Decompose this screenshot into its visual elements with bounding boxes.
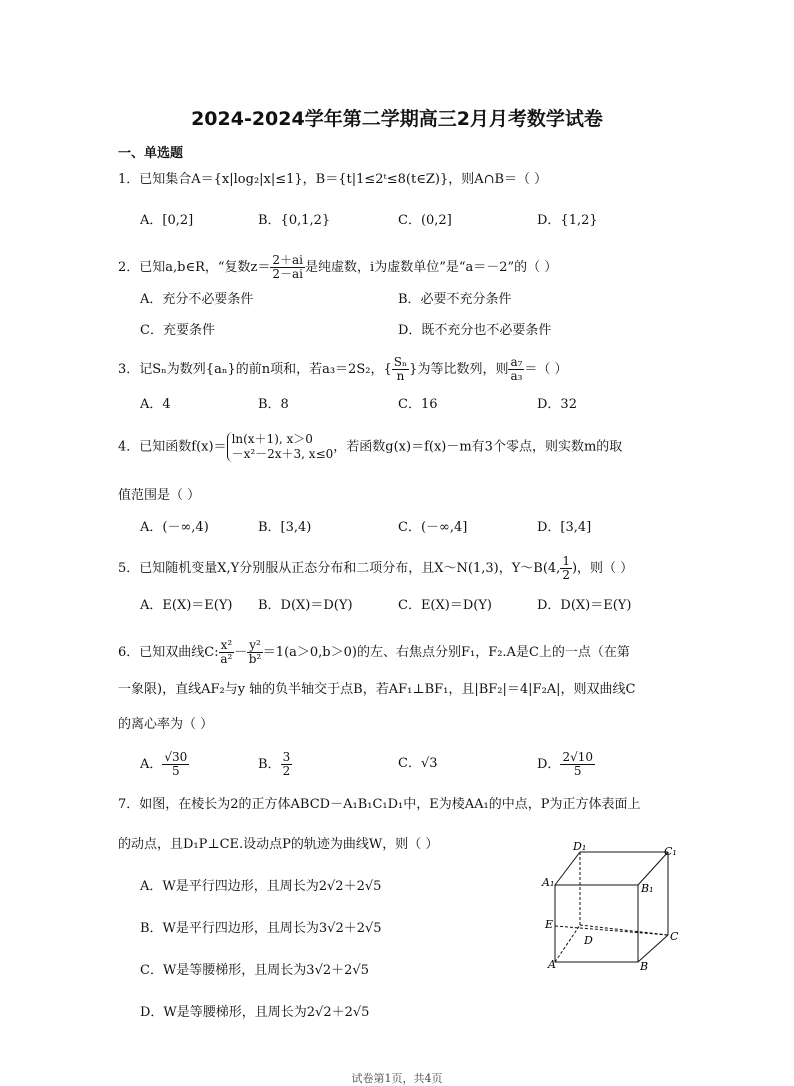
q6-option-b-frac — [281, 751, 293, 778]
q6-option-d-frac — [560, 751, 595, 778]
q6-stem-b: ＝1(a＞0,b＞0)的左、右焦点分别F₁，F₂.A是C上的一点（在第 — [262, 645, 630, 660]
label-b1: B₁ — [641, 882, 654, 895]
edge-bc — [638, 935, 668, 962]
q6-option-c-value: √3 — [420, 756, 438, 771]
q5-option-d: D．D(X)＝E(Y) — [537, 598, 632, 613]
q6-optd-den: 5 — [573, 764, 582, 778]
q4-stem-cont: 值范围是（ ） — [118, 488, 201, 503]
front-face — [555, 885, 638, 962]
q4-option-c: C．(－∞,4] — [398, 520, 468, 535]
q3-fraction — [392, 356, 409, 383]
q4-option-b: B．[3,4) — [258, 520, 312, 535]
q3-fraction-2 — [508, 356, 524, 383]
q6-option-c-prefix: C． — [398, 756, 421, 771]
q1-stem: 1．已知集合A＝{x|log₂|x|≤1}，B＝{t|1≤2ᵗ≤8(t∈Z)}，则A∩B＝（ ） — [118, 172, 548, 187]
q4-piece-1: ln(x＋1), x＞0 — [231, 432, 313, 446]
q6-f1-den: a² — [220, 652, 233, 666]
q2-stem-a: 2．已知a,b∈R，“复数z＝ — [118, 260, 271, 275]
section-heading: 一、单选题 — [118, 146, 184, 161]
segment-ec — [555, 926, 668, 935]
q3-option-c: C．16 — [398, 397, 438, 412]
q3-frac2-num: a₇ — [510, 355, 523, 369]
page-footer: 试卷第1页，共4页 — [351, 1072, 443, 1085]
q3-brace-right: } — [409, 362, 418, 377]
q7-stem: 7．如图，在棱长为2的正方体ABCD－A₁B₁C₁D₁中，E为棱AA₁的中点，P为正方体表面上 — [118, 797, 641, 812]
q6-option-d — [537, 751, 595, 778]
q6-opta-den: 5 — [172, 764, 180, 778]
q6-optd-num: 2√10 — [562, 750, 593, 764]
q1-option-b: B．{0,1,2} — [258, 213, 331, 228]
q3-stem — [118, 356, 568, 383]
q4-stem — [118, 432, 622, 462]
q7-stem-cont: 的动点，且D₁P⊥CE.设动点P的轨迹为曲线W，则（ ） — [118, 837, 439, 852]
q1-option-d: D．{1,2} — [537, 213, 598, 228]
cube-figure — [540, 840, 690, 975]
q6-f2-den: b² — [248, 652, 262, 666]
q7-option-d: D．W是等腰梯形，且周长为2√2＋2√5 — [140, 1005, 370, 1020]
q2-option-a: A．充分不必要条件 — [140, 292, 254, 307]
q4-piece-2: －x²－2x＋3, x≤0 — [231, 447, 334, 461]
q5-stem-b: )，则（ ） — [571, 561, 634, 576]
q4-stem-b: ，若函数g(x)＝f(x)－m有3个零点，则实数m的取 — [333, 439, 623, 455]
q1-option-c: C．(0,2] — [398, 213, 452, 228]
q2-option-c: C．充要条件 — [140, 323, 215, 338]
q3-option-a: A．4 — [140, 397, 171, 412]
label-a: A — [548, 958, 556, 971]
q3-frac2-den: a₃ — [510, 369, 523, 383]
q7-option-b: B．W是平行四边形，且周长为3√2＋2√5 — [140, 921, 382, 936]
q2-option-d: D．既不充分也不必要条件 — [398, 323, 552, 338]
q2-fraction — [270, 254, 305, 281]
q4-option-a: A．(－∞,4) — [140, 520, 209, 535]
q5-stem — [118, 555, 633, 582]
q6-optb-num: 3 — [282, 750, 291, 764]
q7-option-c: C．W是等腰梯形，且周长为3√2＋2√5 — [140, 963, 369, 978]
q6-stem-cont: 一象限)，直线AF₂与y 轴的负半轴交于点B，若AF₁⊥BF₁，且|BF₂|＝4|F₂A|，则双曲线C — [118, 682, 636, 697]
q6-fraction-y — [247, 639, 263, 666]
q6-stem-cont-2: 的离心率为（ ） — [118, 717, 214, 732]
label-d1: D₁ — [573, 840, 587, 853]
q3-frac-den: n — [396, 369, 405, 383]
q6-minus: － — [234, 645, 248, 660]
q6-f2-num: y² — [249, 638, 261, 652]
q3-stem-a: 3．记Sₙ为数列{aₙ}的前n项和，若a₃＝2S₂， — [118, 362, 384, 377]
q6-fraction-x — [219, 639, 235, 666]
label-a1: A₁ — [542, 876, 555, 889]
q6-option-c — [398, 755, 438, 773]
q6-stem — [118, 639, 630, 666]
label-d: D — [584, 934, 593, 947]
edge-ad — [555, 925, 580, 962]
q7-option-a: A．W是平行四边形，且周长为2√2＋2√5 — [140, 879, 382, 894]
q3-option-d: D．32 — [537, 397, 577, 412]
q4-stem-a: 4．已知函数f(x)＝ — [118, 439, 227, 455]
q4-option-d: D．[3,4] — [537, 520, 592, 535]
q3-frac-num: Sₙ — [393, 355, 408, 369]
q6-option-b — [258, 751, 292, 778]
edge-a1d1 — [555, 852, 580, 885]
label-c1: C₁ — [664, 845, 677, 858]
q3-brace-left: { — [383, 362, 392, 377]
q2-stem — [118, 254, 557, 281]
q2-frac-den: 2－ai — [272, 267, 304, 281]
q3-option-b: B．8 — [258, 397, 289, 412]
q1-option-a: A．[0,2] — [140, 213, 194, 228]
q5-option-b: B．D(X)＝D(Y) — [258, 598, 353, 613]
q6-option-a — [140, 751, 189, 778]
q6-option-d-prefix: D． — [537, 757, 561, 772]
q6-option-a-frac — [162, 751, 189, 778]
q5-stem-a: 5．已知随机变量X,Y分别服从正态分布和二项分布，且X～N(1,3)，Y～B(4, — [118, 561, 561, 576]
label-e: E — [545, 918, 554, 931]
q6-option-a-prefix: A． — [140, 757, 163, 772]
q5-frac-num: 1 — [562, 554, 570, 568]
q3-stem-c: ＝（ ） — [524, 362, 568, 377]
q5-fraction — [560, 555, 572, 582]
q6-optb-den: 2 — [282, 764, 291, 778]
q5-option-c: C．E(X)＝D(Y) — [398, 598, 492, 613]
q6-option-b-prefix: B． — [258, 757, 281, 772]
q2-frac-num: 2＋ai — [272, 253, 304, 267]
q2-stem-b: 是纯虚数，i为虚数单位”是“a＝－2”的（ ） — [305, 260, 558, 275]
q3-stem-b: 为等比数列，则 — [417, 362, 509, 377]
label-b: B — [640, 960, 649, 973]
q5-frac-den: 2 — [562, 568, 570, 582]
q6-stem-a: 6．已知双曲线C: — [118, 645, 219, 660]
q6-f1-num: x² — [220, 638, 233, 652]
exam-title: 2024-2024学年第二学期高三2月月考数学试卷 — [191, 108, 603, 130]
q2-option-b: B．必要不充分条件 — [398, 292, 512, 307]
label-c: C — [670, 930, 679, 943]
q4-piecewise — [227, 432, 334, 462]
q6-opta-num: √30 — [164, 750, 188, 764]
q5-option-a: A．E(X)＝E(Y) — [140, 598, 233, 613]
